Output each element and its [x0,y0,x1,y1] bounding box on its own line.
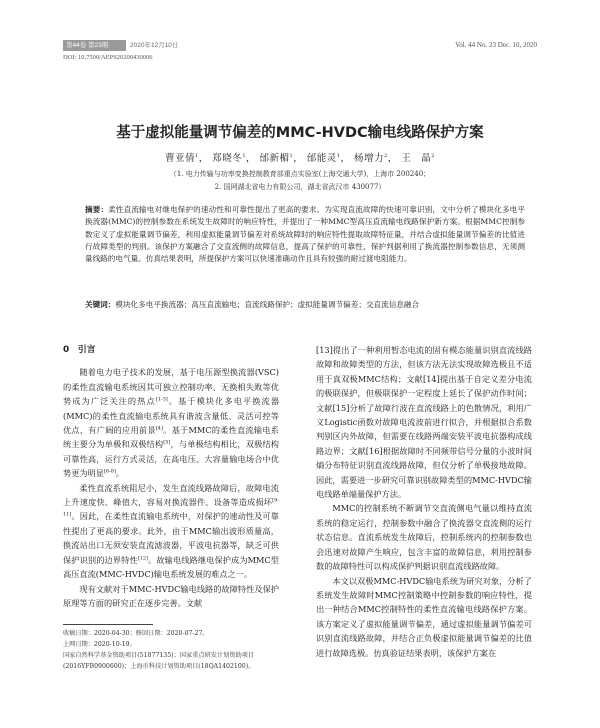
author: 王 晶$^2$ [401,152,435,164]
abstract-label: 摘要： [85,205,109,214]
footnote-online: 上网日期：2020-10-19。 [63,641,136,648]
footnotes [63,628,279,672]
author-list: 曹亚倩$^1$， 郑晓冬$^1$， 邰新楣$^1$， 邰能灵$^1$， 杨增力$^2$， 王 晶$^2$ [165,152,435,164]
footnote-received: 收稿日期：2020-04-30；修回日期：2020-07-27。 [63,630,209,637]
issue-date: 2020年12月10日 [130,42,179,49]
author: 邰能灵$^1$ [306,152,341,164]
keywords [85,299,525,312]
paragraph: MMC的控制系统不断调节交直流侧电气量以维持直流系统的稳定运行，控制参数中融合了换流器交直流侧的运行状态信息。直流系统发生故障后，控制系统内的控制参数也会迅速对故障产生响应，包含丰富的故障信息，利用控制参数的故障特性可以构成保护判据识别直流线路故障。 [316,503,532,572]
doi-line[interactable]: DOI: 10.7500/AEPS20200430006 [63,54,153,61]
paper-title: 基于虚拟能量调节偏差的MMC-HVDC输电线路保护方案 [116,125,484,141]
section-heading: 0 引言 [63,345,96,355]
paragraph: 柔性直流系统阻尼小，发生直流线路故障后，故障电流上升速度快、峰值大，容易对换流器件、设备等造成损坏[9-11]。因此，在柔性直流输电系统中，对保护的速动性及可靠性提出了更高的要求。此外，由于MMC输出波形质量高，换流站出口无须安装直流滤波器，平波电抗器等，缺乏可供保护识别的边界特性[12]。故输电线路继电保护成为MMC型高压直流(MMC-HVDC)输电系统发展的难点之一。 [63,482,279,580]
abstract-text: 柔性直流输电对继电保护的速动性和可靠性提出了更高的要求。为实现直流故障的快速可靠识别，文中分析了模块化多电平换流器(MMC)的控制参数在系统发生故障时的响应特性，并提出了一种MMC型高压直流输电线路保护新方案。根据MMC控制参数定义了虚拟能量调节偏差，利用虚拟能量调节偏差对系统故障时的响应特性提取故障特征量，并结合虚拟能量调节偏差的比值进行故障类型的判别。该保护方案融合了交直流侧的故障信息，提高了保护的可靠性，保护判据利用了换流器控制参数信息，无须测量线路的电气量。仿真结果表明，所提保护方案可以快速准确动作且具有较强的耐过渡电阻能力。 [85,205,526,264]
paragraph: 本文以双极MMC-HVDC输电系统为研究对象，分析了系统发生故障时MMC控制策略中控制参数的响应特性，提出一种结合MMC控制特性的柔性直流输电线路保护方案。该方案定义了虚拟能量调节偏差，通过虚拟能量调节偏差可识别直流线路故障，并结合正负极虚拟能量调节偏差的比值进行故障选极。仿真验证结果表明，该保护方案在 [316,575,532,658]
journal-issue-tag: 第44卷 第23期 [63,40,126,51]
footnote-funding: 国家自然科学基金资助项目(51877135)；国家重点研发计划资助项目(2016YFB0900600)；上海市科技计划资助项目(18QA1402100)。 [63,652,255,670]
keywords-label: 关键词： [85,300,116,309]
footnote-divider [63,624,153,625]
author: 杨增力$^2$ [354,152,388,164]
affiliation-2: 2. 国网湖北省电力有限公司，湖北省武汉市 430077） [214,183,386,191]
paragraph: 现有文献对于MMC-HVDC输电线路的故障特性及保护原理等方面的研究正在逐步完善。文献 [63,583,279,608]
author: 郑晓冬$^1$ [212,152,246,164]
keywords-text: 模块化多电平换流器；高压直流输电；直流线路保护；虚拟能量调节偏差；交直流信息融合 [115,300,420,309]
affiliation-1: （1. 电力传输与功率变换控制教育部重点实验室(上海交通大学)，上海市 200240； [169,170,431,178]
author: 曹亚倩$^1$ [165,152,199,164]
abstract [85,204,525,265]
journal-volume-en: Vol. 44 No. 23 Dec. 10, 2020 [455,41,537,49]
paragraph: 随着电力电子技术的发展，基于电压源型换流器(VSC)的柔性直流输电系统因其可独立控制功率、无换相失败等优势成为广泛关注的热点[1-3]。基于模块化多电平换流器(MMC)的柔性直流输电系统具有谐波含量低、灵活可控等优点，有广阔的应用前景[4]。基于MMC的柔性直流输电系统主要分为单极和双极结构[5]，与单极结构相比，双极结构可靠性高，运行方式灵活，在高电压、大容量输电场合中优势更为明显[6-8]。 [63,367,279,479]
author: 邰新楣$^1$ [259,152,294,164]
left-column [63,343,279,610]
paragraph: [13]提出了一种利用暂态电流的固有模态能量识别直流线路故障和故障类型的方法，但该方法无法实现故障选极且不适用于真双极MMC结构；文献[14]提出基于自定义差分电流的极联保护，但极联保护一定程度上延长了保护动作时间；文献[15]分析了故障行波在直流线路上的色散情况，利用广义Logistic函数对故障电流波前进行拟合，并根据拟合系数判别区内外故障，但需要在线路两端安装平波电抗器构成线路边界；文献[16]根据故障时不同频带信号分量的小波时间熵分布特征识别直流线路故障，但仅分析了单极接地故障。因此，需要进一步研究可靠识别故障类型的MMC-HVDC输电线路单端量保护方法。 [316,345,532,500]
right-column [316,343,532,660]
